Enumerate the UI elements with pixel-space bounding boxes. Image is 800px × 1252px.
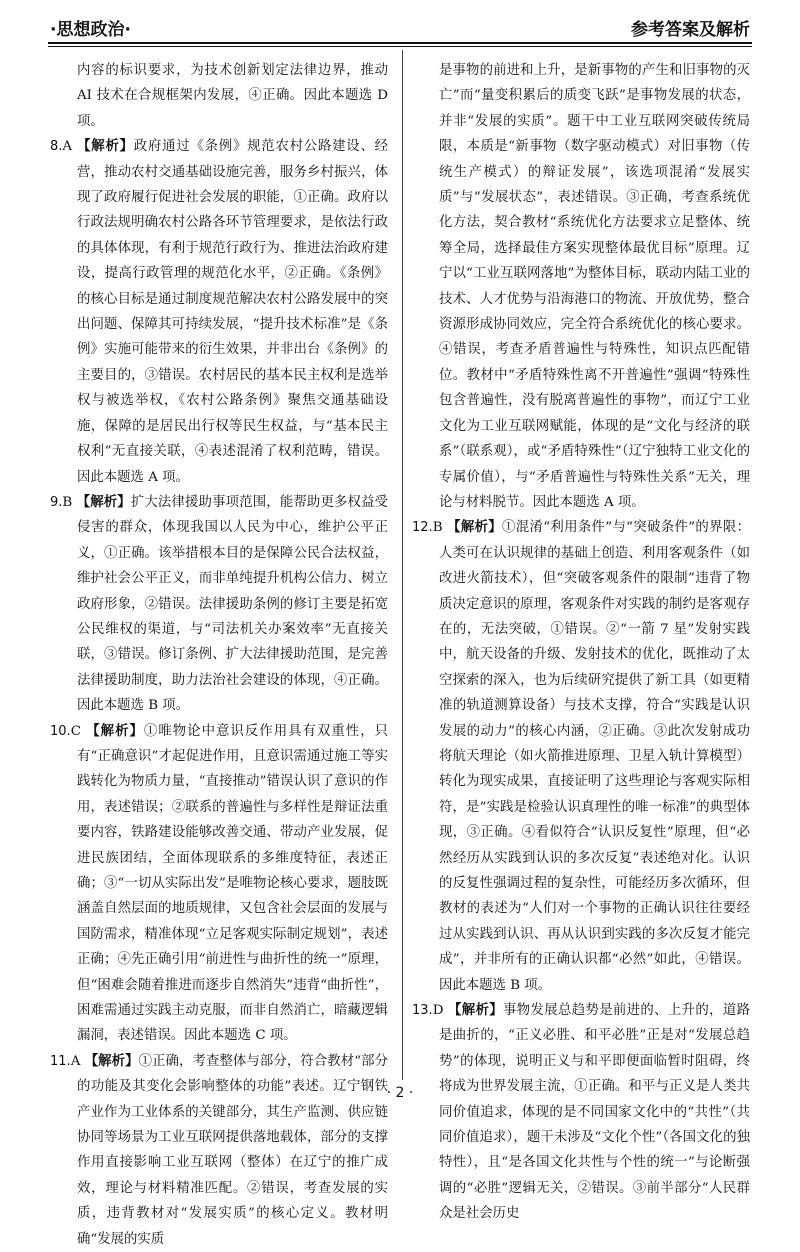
item-answer: B [432, 520, 443, 536]
continuation-text: 是事物的前进和上升，是新事物的产生和旧事物的灭亡”而“量变积累后的质变飞跃”是事物发展的状态，并非“发展的实质”。题干中工业互联网突破传统局限，本质是“新事物（数字驱动模式）对旧事物（传统生产模式）的辩证发展”，该选项混淆“发展实质”与“发展状态”，表述错误。③正确，考查系统优化方法，契合教材“系统优化方法要求立足整体、统筹全局，选择最佳方案实现整体最优目标”原理。辽宁以“工业互联网落地”为整体目标，联动内陆工业的技术、人才优势与沿海港口的物流、开放优势，整合资源形成协同效应，完全符合系统优化的核心要求。④错误，考查矛盾普遍性与特殊性，知识点匹配错位。教材中“矛盾特殊性离不开普遍性”强调“特殊性包含普遍性，没有脱离普遍性的事物”，而辽宁工业文化为工业互联网赋能，体现的是“文化与经济的联系”（联系观），或“矛盾特殊性”（辽宁独特工业文化的专属价值），与“矛盾普遍性与特殊性关系”无关，理论与材料脱节。因此本题选 A 项。 [439, 63, 750, 510]
answer-item-8 [50, 134, 388, 490]
subject-title: ·思想政治· [50, 20, 131, 40]
item-text: ①唯物论中意识反作用具有双重性，只有“正确意识”才起促进作用，且意识需通过施工等实践转化为物质力量，“直接推动”错误认识了意识的作用，表述错误；②联系的普遍性与多样性是辩证法重要内容，铁路建设能够改善交通、带动产业发展，促进民族团结，全面体现联系的多维度特征，表述正确；③“一切从实际出发”是唯物论核心要求，题肢既涵盖自然层面的地质规律，又包含社会层面的发展与国防需求，精准体现“立足客观实际制定规划”，表述正确；④先正确引用“前进性与曲折性的统一”原理，但“困难会随着推进而逐步自然消失”违背“曲折性”，困难需通过实践主动克服，而非自然消亡，暗藏逻辑漏洞，表述错误。因此本题选 C 项。 [77, 723, 389, 1044]
item-number: 9. [50, 494, 63, 510]
analysis-tag: 【解析】 [76, 494, 131, 510]
item-answer: C [70, 723, 81, 739]
item-number: 10. [50, 723, 71, 739]
header-rule [48, 42, 752, 44]
item-number: 12. [412, 520, 433, 536]
item-number: 13. [412, 1003, 433, 1019]
answer-item-9 [50, 490, 388, 719]
item-answer: A [62, 139, 73, 155]
item-answer: D [432, 1003, 444, 1019]
item-number: 11. [50, 1053, 71, 1069]
answer-item-12 [412, 515, 750, 998]
item-text: 事物发展总趋势是前进的、上升的，道路是曲折的，“正义必胜、和平必胜”正是对“发展总趋势”的体现，说明正义与和平即便面临暂时阻碍，终将成为世界发展主流，①正确。和平与正义是人类共同价值追求，体现的是不同国家文化中的“共性”（共同价值追求），题干未涉及“文化个性”（各国文化的独特性），且“是各国文化共性与个性的统一”与论断强调的“必胜”逻辑无关，②错误。③前半部分“人民群众是社会历史 [439, 1003, 750, 1222]
continuation-text: 内容的标识要求，为技术创新划定法律边界，推动 AI 技术在合规框架内发展，④正确。因此本题选 D 项。 [77, 63, 388, 129]
item-answer: A [70, 1053, 81, 1069]
section-title: 参考答案及解析 [631, 20, 750, 40]
analysis-tag: 【解析】 [84, 1053, 139, 1069]
answer-item-13 [412, 998, 750, 1227]
analysis-tag: 【解析】 [447, 520, 503, 536]
item-number: 8. [50, 139, 63, 155]
column-divider [402, 50, 403, 1080]
left-column [50, 58, 388, 1252]
item-answer: B [62, 494, 73, 510]
item-text: ①混淆“利用条件”与“突破条件”的界限：人类可在认识规律的基础上创造、利用客观条件（如改进火箭技术），但“突破客观条件的限制”违背了物质决定意识的原理，客观条件对实践的制约是客观存在的，无法突破，①错误。②“一箭 7 星”发射实践中，航天设备的升级、发射技术的优化，既推动了太空探索的深入，也为后续研究提供了新工具（如更精准的轨道测算设备）与技术支撑，符合“实践是认识发展的动力”的核心内涵，②正确。③此次发射成功将航天理论（如火箭推进原理、卫星入轨计算模型）转化为现实成果，直接证明了这些理论与客观实际相符，是“实践是检验认识真理性的唯一标准”的典型体现，③正确。④看似符合“认识反复性”原理，但“必然经历从实践到认识的多次反复”表述绝对化。认识的反复性强调过程的复杂性，可能经历多次循环，但教材的表述为“人们对一个事物的正确认识往往要经过从实践到认识、再从认识到实践的多次反复才能完成”，并非所有的正确认识都“必然”如此，④错误。因此本题选 B 项。 [439, 520, 750, 993]
page-number: · 2 · [386, 1085, 414, 1101]
item-text: ①正确，考查整体与部分，符合教材“部分的功能及其变化会影响整体的功能”表述。辽宁钢铁产业作为工业体系的关键部分，其生产监测、供应链协同等场景为工业互联网提供落地载体，部分的支撑作用直接影响工业互联网（整体）在辽宁的推广成效，理论与材料精准匹配。②错误，考查发展的实质，违背教材对“发展实质”的核心定义。教材明确“发展的实质 [77, 1053, 388, 1247]
answer-item-10 [50, 719, 388, 1049]
item-text: 扩大法律援助事项范围，能帮助更多权益受侵害的群众，体现我国以人民为中心，维护公平正义，①正确。该举措根本目的是保障公民合法权益，维护社会公平正义，而非单纯提升机构公信力、树立政府形象，②错误。法律援助条例的修订主要是拓宽公民维权的渠道，与“司法机关办案效率”无直接关联，③错误。修订条例、扩大法律援助范围，是完善法律援助制度，助力法治社会建设的体现，④正确。因此本题选 B 项。 [77, 494, 389, 714]
analysis-tag: 【解析】 [448, 1003, 504, 1019]
page-header [50, 10, 750, 40]
right-column [412, 58, 750, 1227]
header-rule-thin [48, 46, 752, 47]
item-text: 政府通过《条例》规范农村公路建设、经营，推动农村交通基础设施完善，服务乡村振兴，体现了政府履行促进社会发展的职能，①正确。政府以行政法规明确农村公路各环节管理要求，是依法行政的具体体现，有利于规范行政行为、推进法治政府建设，提高行政管理的规范化水平，②正确。《条例》的核心目标是通过制度规范解决农村公路发展中的突出问题、保障其可持续发展，“提升技术标准”是《条例》实施可能带来的衍生效果，并非出台《条例》的主要目的，③错误。农村居民的基本民主权利是选举权与被选举权，《农村公路条例》聚焦交通基础设施，保障的是居民出行权等民生权益，与“基本民主权利”无直接关联，④表述混淆了权利范畴，错误。因此本题选 A 项。 [77, 139, 389, 485]
analysis-tag: 【解析】 [77, 139, 134, 155]
analysis-tag: 【解析】 [86, 723, 144, 739]
answer-item-11 [50, 1049, 388, 1252]
